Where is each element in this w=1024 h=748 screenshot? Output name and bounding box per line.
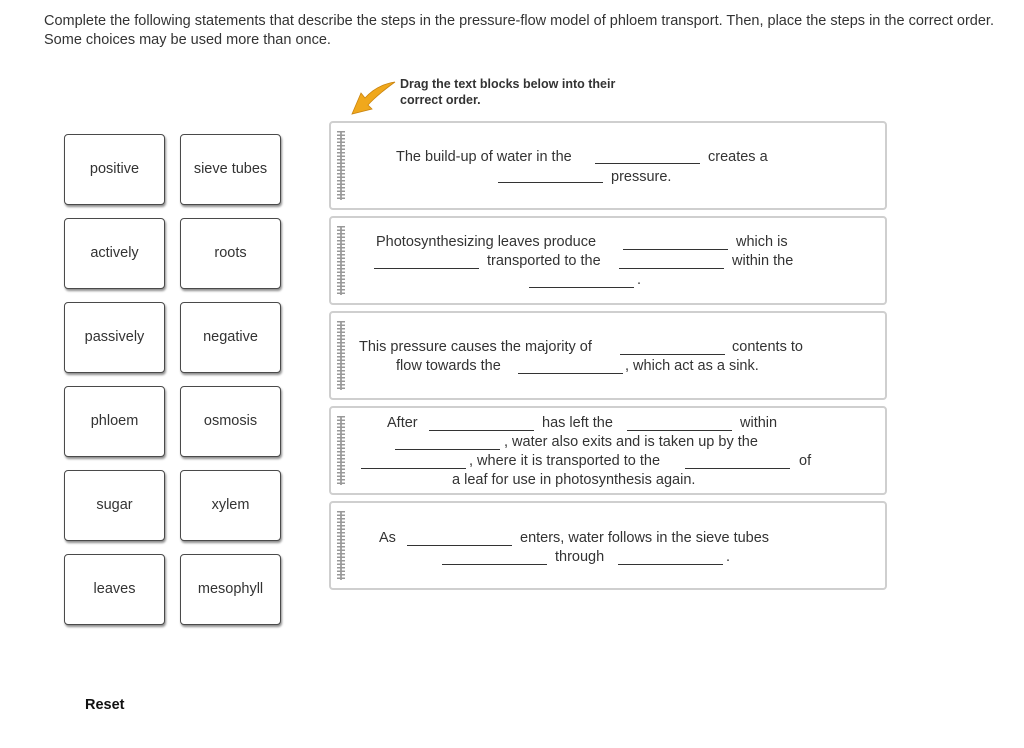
choice-sugar[interactable]: sugar bbox=[64, 470, 165, 541]
statement-card[interactable] bbox=[329, 501, 887, 590]
statement-text: . bbox=[637, 272, 642, 288]
choice-negative[interactable]: negative bbox=[180, 302, 281, 373]
statement-text: This pressure causes the majority of bbox=[359, 339, 592, 355]
statement-text: contents to bbox=[732, 339, 803, 355]
statement-text: After bbox=[387, 415, 418, 431]
statement-text: through bbox=[555, 549, 605, 565]
drop-blank[interactable] bbox=[623, 249, 728, 250]
drop-blank[interactable] bbox=[361, 468, 466, 469]
drag-hint bbox=[348, 76, 648, 116]
choice-leaves[interactable]: leaves bbox=[64, 554, 165, 625]
statement-text: pressure. bbox=[611, 169, 672, 185]
drag-hint-text bbox=[400, 76, 650, 108]
statement-text: enters, water follows in the sieve tubes bbox=[520, 530, 770, 546]
drop-blank[interactable] bbox=[395, 449, 500, 450]
choice-phloem[interactable]: phloem bbox=[64, 386, 165, 457]
statement-card[interactable] bbox=[329, 311, 887, 400]
drop-blank[interactable] bbox=[618, 564, 723, 565]
choice-osmosis[interactable]: osmosis bbox=[180, 386, 281, 457]
statement-text: As bbox=[379, 530, 396, 546]
statement-text: within bbox=[740, 415, 778, 431]
statement-card[interactable] bbox=[329, 216, 887, 305]
statement-text: , water also exits and is taken up by the bbox=[504, 434, 758, 450]
choice-mesophyll[interactable]: mesophyll bbox=[180, 554, 281, 625]
drop-blank[interactable] bbox=[429, 430, 534, 431]
drop-blank[interactable] bbox=[407, 545, 512, 546]
drop-blank[interactable] bbox=[518, 373, 623, 374]
statement-text: The build-up of water in the bbox=[396, 149, 572, 165]
drag-handle-icon[interactable] bbox=[337, 416, 345, 485]
statement-text: , where it is transported to the bbox=[469, 453, 661, 469]
drag-handle-icon[interactable] bbox=[337, 321, 345, 390]
statement-text: a leaf for use in photosynthesis again. bbox=[452, 472, 696, 488]
drop-blank[interactable] bbox=[529, 287, 634, 288]
drop-blank[interactable] bbox=[442, 564, 547, 565]
statement-card[interactable] bbox=[329, 406, 887, 495]
choice-actively[interactable]: actively bbox=[64, 218, 165, 289]
drop-blank[interactable] bbox=[374, 268, 479, 269]
drop-blank[interactable] bbox=[627, 430, 732, 431]
choice-xylem[interactable]: xylem bbox=[180, 470, 281, 541]
drag-handle-icon[interactable] bbox=[337, 511, 345, 580]
drop-blank[interactable] bbox=[685, 468, 790, 469]
statement-text: , which act as a sink. bbox=[625, 358, 759, 374]
statement-text: creates a bbox=[708, 149, 768, 165]
statement-text: . bbox=[726, 549, 731, 565]
drag-handle-icon[interactable] bbox=[337, 131, 345, 200]
drop-blank[interactable] bbox=[619, 268, 724, 269]
drag-hint-line-1: Drag the text blocks below into their bbox=[400, 77, 616, 91]
drag-handle-icon[interactable] bbox=[337, 226, 345, 295]
drop-blank[interactable] bbox=[595, 163, 700, 164]
reset-button[interactable]: Reset bbox=[85, 697, 125, 713]
statement-text: transported to the bbox=[487, 253, 601, 269]
choice-roots[interactable]: roots bbox=[180, 218, 281, 289]
statement-text: flow towards the bbox=[396, 358, 501, 374]
statement-text: Photosynthesizing leaves produce bbox=[376, 234, 597, 250]
statement-text: which is bbox=[736, 234, 788, 250]
drop-blank[interactable] bbox=[620, 354, 725, 355]
choice-sieve-tubes[interactable]: sieve tubes bbox=[180, 134, 281, 205]
arrow-icon bbox=[348, 80, 396, 116]
choice-passively[interactable]: passively bbox=[64, 302, 165, 373]
instructions-text: Complete the following statements that describe the steps in the pressure-flow model of phloem transport. Then, place the steps in the correct order. Some choices may be used more than once. bbox=[44, 13, 994, 48]
statement-text: has left the bbox=[542, 415, 613, 431]
statement-text: of bbox=[799, 453, 812, 469]
drop-blank[interactable] bbox=[498, 182, 603, 183]
choice-positive[interactable]: positive bbox=[64, 134, 165, 205]
statement-text: within the bbox=[732, 253, 794, 269]
statement-card[interactable] bbox=[329, 121, 887, 210]
drag-hint-line-2: correct order. bbox=[400, 93, 481, 107]
